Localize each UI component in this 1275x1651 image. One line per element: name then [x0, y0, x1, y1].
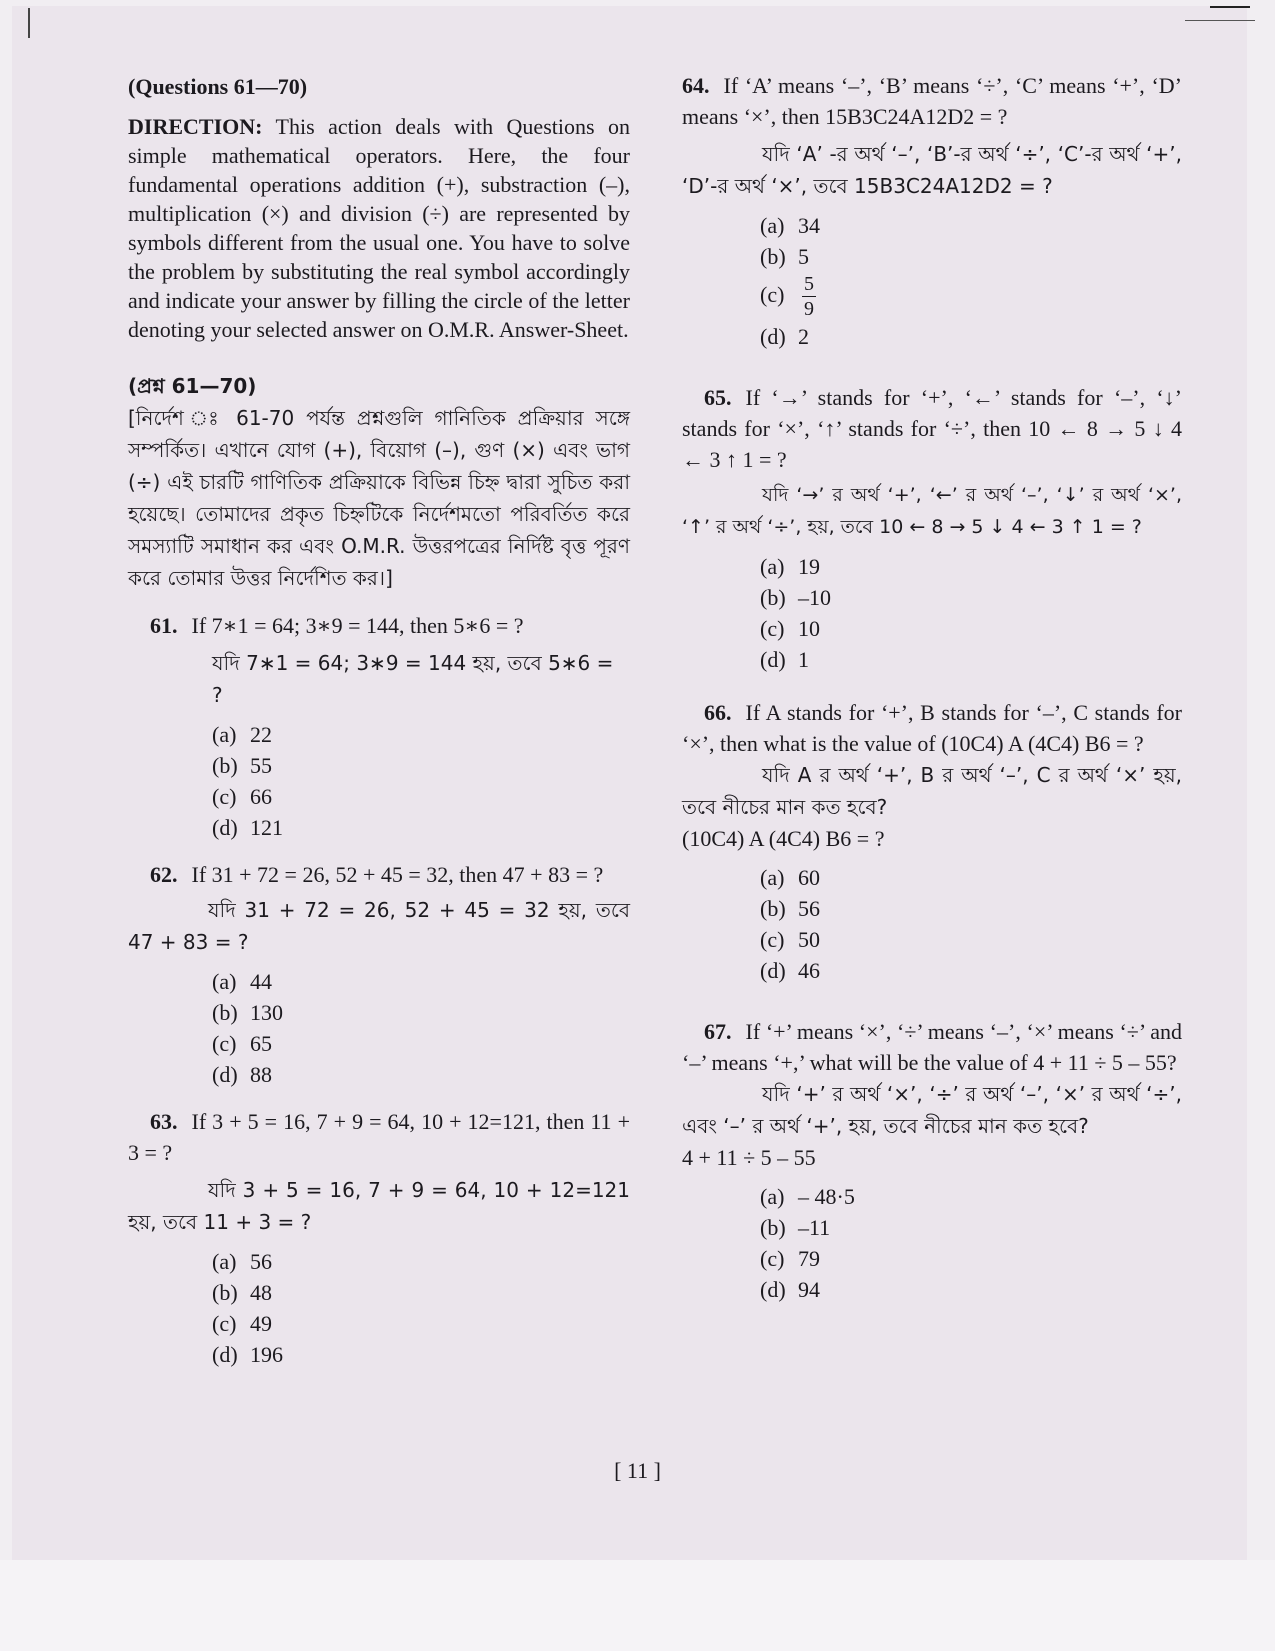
- option-a[interactable]: (a) – 48·5: [760, 1184, 855, 1209]
- scan-mark: [1185, 20, 1255, 21]
- fraction: $\frac{5}{9}$: [804, 273, 814, 320]
- options: [212, 1246, 630, 1370]
- options: [760, 551, 1182, 675]
- options: [760, 1181, 1182, 1305]
- options: [760, 210, 1182, 352]
- option-c[interactable]: (c) 10: [760, 616, 820, 641]
- options: [212, 719, 630, 843]
- question-text: 63. If 3 + 5 = 16, 7 + 9 = 64, 10 + 12=121, then 11 + 3 = ?: [128, 1109, 630, 1165]
- option-b[interactable]: (b) 5: [760, 244, 809, 269]
- question-67: [682, 1016, 1182, 1305]
- bengali-section-header: (প্রশ্ন 61—70): [128, 374, 257, 398]
- left-column: [128, 64, 630, 1370]
- question-text: 66. If A stands for ‘+’, B stands for ‘–’, C stands for ‘×’, then what is the value of (10C4) A (4C4) B6 = ?: [682, 700, 1182, 756]
- question-text-bengali: যদি 31 + 72 = 26, 52 + 45 = 32 হয়, তবে 47 + 83 = ?: [128, 898, 630, 954]
- option-d[interactable]: (d) 88: [212, 1062, 272, 1087]
- question-text-bengali: যদি 3 + 5 = 16, 7 + 9 = 64, 10 + 12=121 হয়, তবে 11 + 3 = ?: [128, 1178, 630, 1234]
- option-c[interactable]: (c) 65: [212, 1031, 272, 1056]
- scan-margin: [0, 1560, 1275, 1651]
- question-text-bengali: যদি ‘→’ র অর্থ ‘+’, ‘←’ র অর্থ ‘–’, ‘↓’ র অর্থ ‘×’, ‘↑’ র অর্থ ‘÷’, হয়, তবে 10 ← 8 → 5 ↓ 4 ← 3 ↑ 1 = ?: [682, 484, 1182, 538]
- question-text-bengali: যদি ‘A’ -র অর্থ ‘–’, ‘B’-র অর্থ ‘÷’, ‘C’-র অর্থ ‘+’, ‘D’-র অর্থ ‘×’, তবে 15B3C24A12D2 = ?: [682, 142, 1182, 198]
- option-d[interactable]: (d) 46: [760, 958, 820, 983]
- question-65: [682, 382, 1182, 675]
- option-d[interactable]: (d) 196: [212, 1342, 283, 1367]
- option-d[interactable]: (d) 94: [760, 1277, 820, 1302]
- right-column: [682, 64, 1182, 1305]
- section-header: (Questions 61—70): [128, 74, 308, 99]
- option-a[interactable]: (a) 60: [760, 865, 820, 890]
- question-text-bengali: যদি 7∗1 = 64; 3∗9 = 144 হয়, তবে 5∗6 = ?: [212, 651, 614, 707]
- option-c[interactable]: (c) 79: [760, 1246, 820, 1271]
- expression: 4 + 11 ÷ 5 – 55: [682, 1145, 816, 1170]
- question-text: 65. If ‘→’ stands for ‘+’, ‘←’ stands for ‘–’, ‘↓’ stands for ‘×’, ‘↑’ stands for ‘÷’, then 10 ← 8 → 5 ↓ 4 ← 3 ↑ 1 = ?: [682, 385, 1182, 472]
- option-a[interactable]: (a) 22: [212, 722, 272, 747]
- expression: (10C4) A (4C4) B6 = ?: [682, 826, 885, 851]
- question-64: [682, 70, 1182, 352]
- question-66: [682, 697, 1182, 986]
- option-b[interactable]: (b) 55: [212, 753, 272, 778]
- option-b[interactable]: (b) 130: [212, 1000, 283, 1025]
- option-c[interactable]: (c) 49: [212, 1311, 272, 1336]
- options: [760, 862, 1182, 986]
- option-d[interactable]: (d) 1: [760, 647, 809, 672]
- option-b[interactable]: (b) 48: [212, 1280, 272, 1305]
- option-c[interactable]: (c) 50: [760, 927, 820, 952]
- question-text-bengali: যদি A র অর্থ ‘+’, B র অর্থ ‘–’, C র অর্থ ‘×’ হয়, তবে নীচের মান কত হবে?: [682, 763, 1182, 819]
- question-text: 62. If 31 + 72 = 26, 52 + 45 = 32, then 47 + 83 = ?: [150, 862, 604, 887]
- options: [212, 966, 630, 1090]
- direction-text: This action deals with Questions on simple mathematical operators. Here, the four fundamental operations addition (+), substraction (–), multiplication (×) and division (÷) are represented by symbols different from the usual one. You have to solve the problem by substituting the real symbol accordingly and indicate your answer by filling the circle of the letter denoting your selected answer on O.M.R. Answer-Sheet.: [128, 114, 630, 342]
- question-61: [128, 610, 630, 843]
- scan-mark: [1210, 6, 1250, 8]
- option-d[interactable]: (d) 2: [760, 324, 809, 349]
- question-text: 67. If ‘+’ means ‘×’, ‘÷’ means ‘–’, ‘×’ means ‘÷’ and ‘–’ means ‘+,’ what will be the value of 4 + 11 ÷ 5 – 55?: [682, 1019, 1182, 1075]
- option-a[interactable]: (a) 19: [760, 554, 820, 579]
- question-63: [128, 1106, 630, 1370]
- question-text: 64. If ‘A’ means ‘–’, ‘B’ means ‘÷’, ‘C’ means ‘+’, ‘D’ means ‘×’, then 15B3C24A12D2 = ?: [682, 73, 1182, 129]
- option-c[interactable]: (c) 66: [212, 784, 272, 809]
- option-a[interactable]: (a) 44: [212, 969, 272, 994]
- option-b[interactable]: (b) –10: [760, 585, 831, 610]
- page-number: [ 11 ]: [614, 1458, 661, 1483]
- bengali-direction: [নির্দেশ ঃ 61-70 পর্যন্ত প্রশ্নগুলি গানিতিক প্রক্রিয়ার সঙ্গে সম্পর্কিত। এখানে যোগ (+), বিয়োগ (–), গুণ (×) এবং ভাগ (÷) এই চারটি গাণিতিক প্রক্রিয়াকে বিভিন্ন চিহ্ন দ্বারা সুচিত করা হয়েছে। তোমাদের প্রকৃত চিহ্নটিকে নির্দেশমতো পরিবর্তিত করে সমস্যাটি সমাধান কর এবং O.M.R. উত্তরপত্রের নির্দিষ্ট বৃত্ত পূরণ করে তোমার উত্তর নির্দেশিত কর।]: [128, 406, 630, 590]
- direction-label: DIRECTION:: [128, 114, 263, 139]
- question-text-bengali: যদি ‘+’ র অর্থ ‘×’, ‘÷’ র অর্থ ‘–’, ‘×’ র অর্থ ‘÷’, এবং ‘–’ র অর্থ ‘+’, হয়, তবে নীচের মান কত হবে?: [682, 1082, 1182, 1138]
- question-62: [128, 859, 630, 1090]
- direction-paragraph: [128, 112, 630, 344]
- question-text: 61. If 7∗1 = 64; 3∗9 = 144, then 5∗6 = ?: [150, 613, 524, 638]
- option-c[interactable]: (c) $\frac{5}{9}$: [760, 273, 814, 320]
- option-b[interactable]: (b) 56: [760, 896, 820, 921]
- option-a[interactable]: (a) 56: [212, 1249, 272, 1274]
- scan-mark: [28, 8, 30, 38]
- option-d[interactable]: (d) 121: [212, 815, 283, 840]
- option-b[interactable]: (b) –11: [760, 1215, 831, 1240]
- option-a[interactable]: (a) 34: [760, 213, 820, 238]
